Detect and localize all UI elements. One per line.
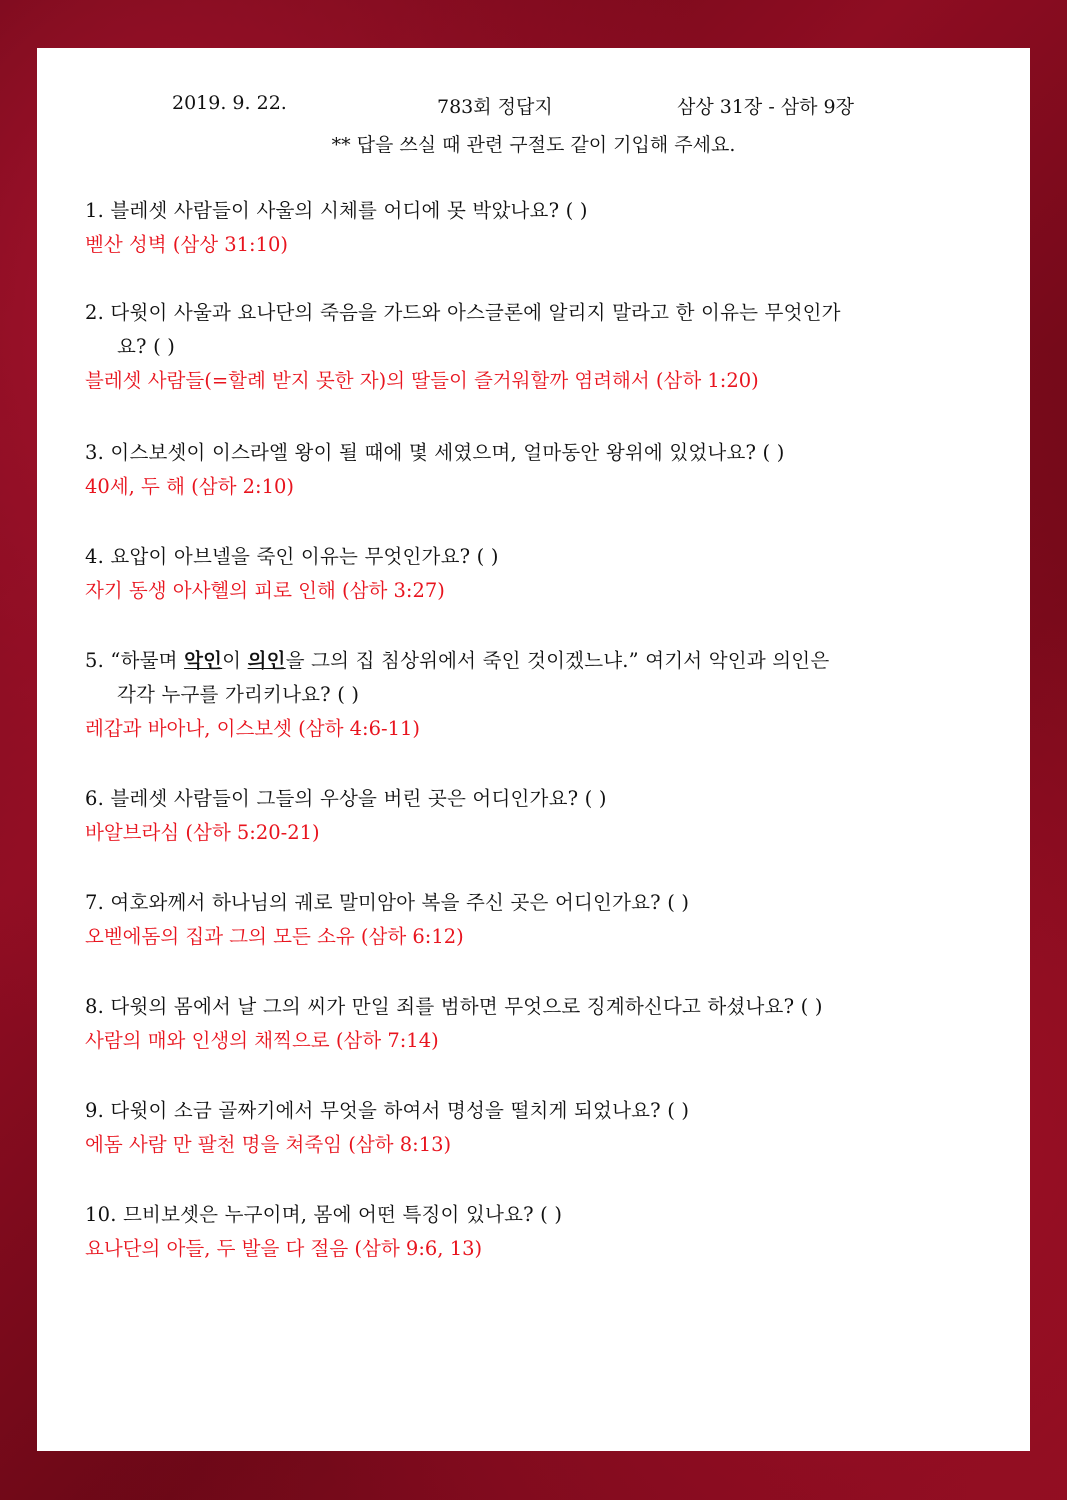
- question-5-line-2: 각각 누구를 가리키나요? ( ): [117, 683, 360, 706]
- answer-6: 바알브라심 (삼하 5:20-21): [85, 821, 320, 844]
- qa-item-6: [85, 782, 985, 850]
- quiz-date: 2019. 9. 22.: [172, 92, 287, 114]
- question-10: 10. 므비보셋은 누구이며, 몸에 어떤 특징이 있나요? ( ): [85, 1203, 563, 1226]
- question-2: [85, 296, 985, 364]
- question-5-line-1: [85, 644, 985, 678]
- question-5: [85, 644, 985, 712]
- question-5-text-c: 을 그의 집 침상위에서 죽인 것이겠느냐.” 여기서 악인과 의인은: [285, 649, 830, 672]
- answer-sheet: [37, 48, 1030, 1451]
- underlined-word-wicked: 악인: [184, 649, 223, 672]
- question-8: 8. 다윗의 몸에서 날 그의 씨가 만일 죄를 범하면 무엇으로 징계하신다고 하셨나요? ( ): [85, 995, 823, 1018]
- answer-5: 레갑과 바아나, 이스보셋 (삼하 4:6-11): [85, 717, 421, 740]
- question-3: 3. 이스보셋이 이스라엘 왕이 될 때에 몇 세였으며, 얼마동안 왕위에 있었나요? ( ): [85, 441, 785, 464]
- qa-item-5: [85, 644, 985, 746]
- question-7: 7. 여호와께서 하나님의 궤로 말미암아 복을 주신 곳은 어디인가요? ( ): [85, 891, 690, 914]
- qa-item-8: [85, 990, 985, 1058]
- qa-item-7: [85, 886, 985, 954]
- instruction-note: ** 답을 쓰실 때 관련 구절도 같이 기입해 주세요.: [331, 134, 736, 156]
- answer-9: 에돔 사람 만 팔천 명을 쳐죽임 (삼하 8:13): [85, 1133, 452, 1156]
- qa-item-9: [85, 1094, 985, 1162]
- answer-7: 오벧에돔의 집과 그의 모든 소유 (삼하 6:12): [85, 925, 464, 948]
- qa-item-1: [85, 194, 985, 262]
- question-2-line-2: 요? ( ): [117, 335, 176, 358]
- question-9: 9. 다윗이 소금 골짜기에서 무엇을 하여서 명성을 떨치게 되었나요? ( ): [85, 1099, 690, 1122]
- qa-item-10: [85, 1198, 985, 1266]
- answer-4: 자기 동생 아사헬의 피로 인해 (삼하 3:27): [85, 579, 445, 602]
- question-5-text-b: 이: [222, 649, 248, 672]
- chapter-range: 삼상 31장 - 삼하 9장: [677, 96, 854, 118]
- question-4: 4. 요압이 아브넬을 죽인 이유는 무엇인가요? ( ): [85, 545, 499, 568]
- question-1: 1. 블레셋 사람들이 사울의 시체를 어디에 못 박았나요? ( ): [85, 199, 588, 222]
- answer-1: 벧산 성벽 (삼상 31:10): [85, 233, 289, 256]
- qa-item-3: [85, 436, 985, 504]
- underlined-word-righteous: 의인: [247, 649, 286, 672]
- answer-8: 사람의 매와 인생의 채찍으로 (삼하 7:14): [85, 1029, 439, 1052]
- answer-3: 40세, 두 해 (삼하 2:10): [85, 475, 294, 498]
- qa-item-4: [85, 540, 985, 608]
- sheet-title: 783회 정답지: [437, 96, 553, 118]
- question-2-line-1: 2. 다윗이 사울과 요나단의 죽음을 가드와 아스글론에 알리지 말라고 한 이유는 무엇인가: [85, 301, 841, 324]
- qa-item-2: [85, 296, 985, 398]
- question-6: 6. 블레셋 사람들이 그들의 우상을 버린 곳은 어디인가요? ( ): [85, 787, 607, 810]
- answer-10: 요나단의 아들, 두 발을 다 절음 (삼하 9:6, 13): [85, 1237, 483, 1260]
- answer-2: 블레셋 사람들(=할례 받지 못한 자)의 딸들이 즐거워할까 염려해서 (삼하 1:20): [85, 369, 759, 392]
- question-5-text-a: 5. “하물며: [85, 649, 185, 672]
